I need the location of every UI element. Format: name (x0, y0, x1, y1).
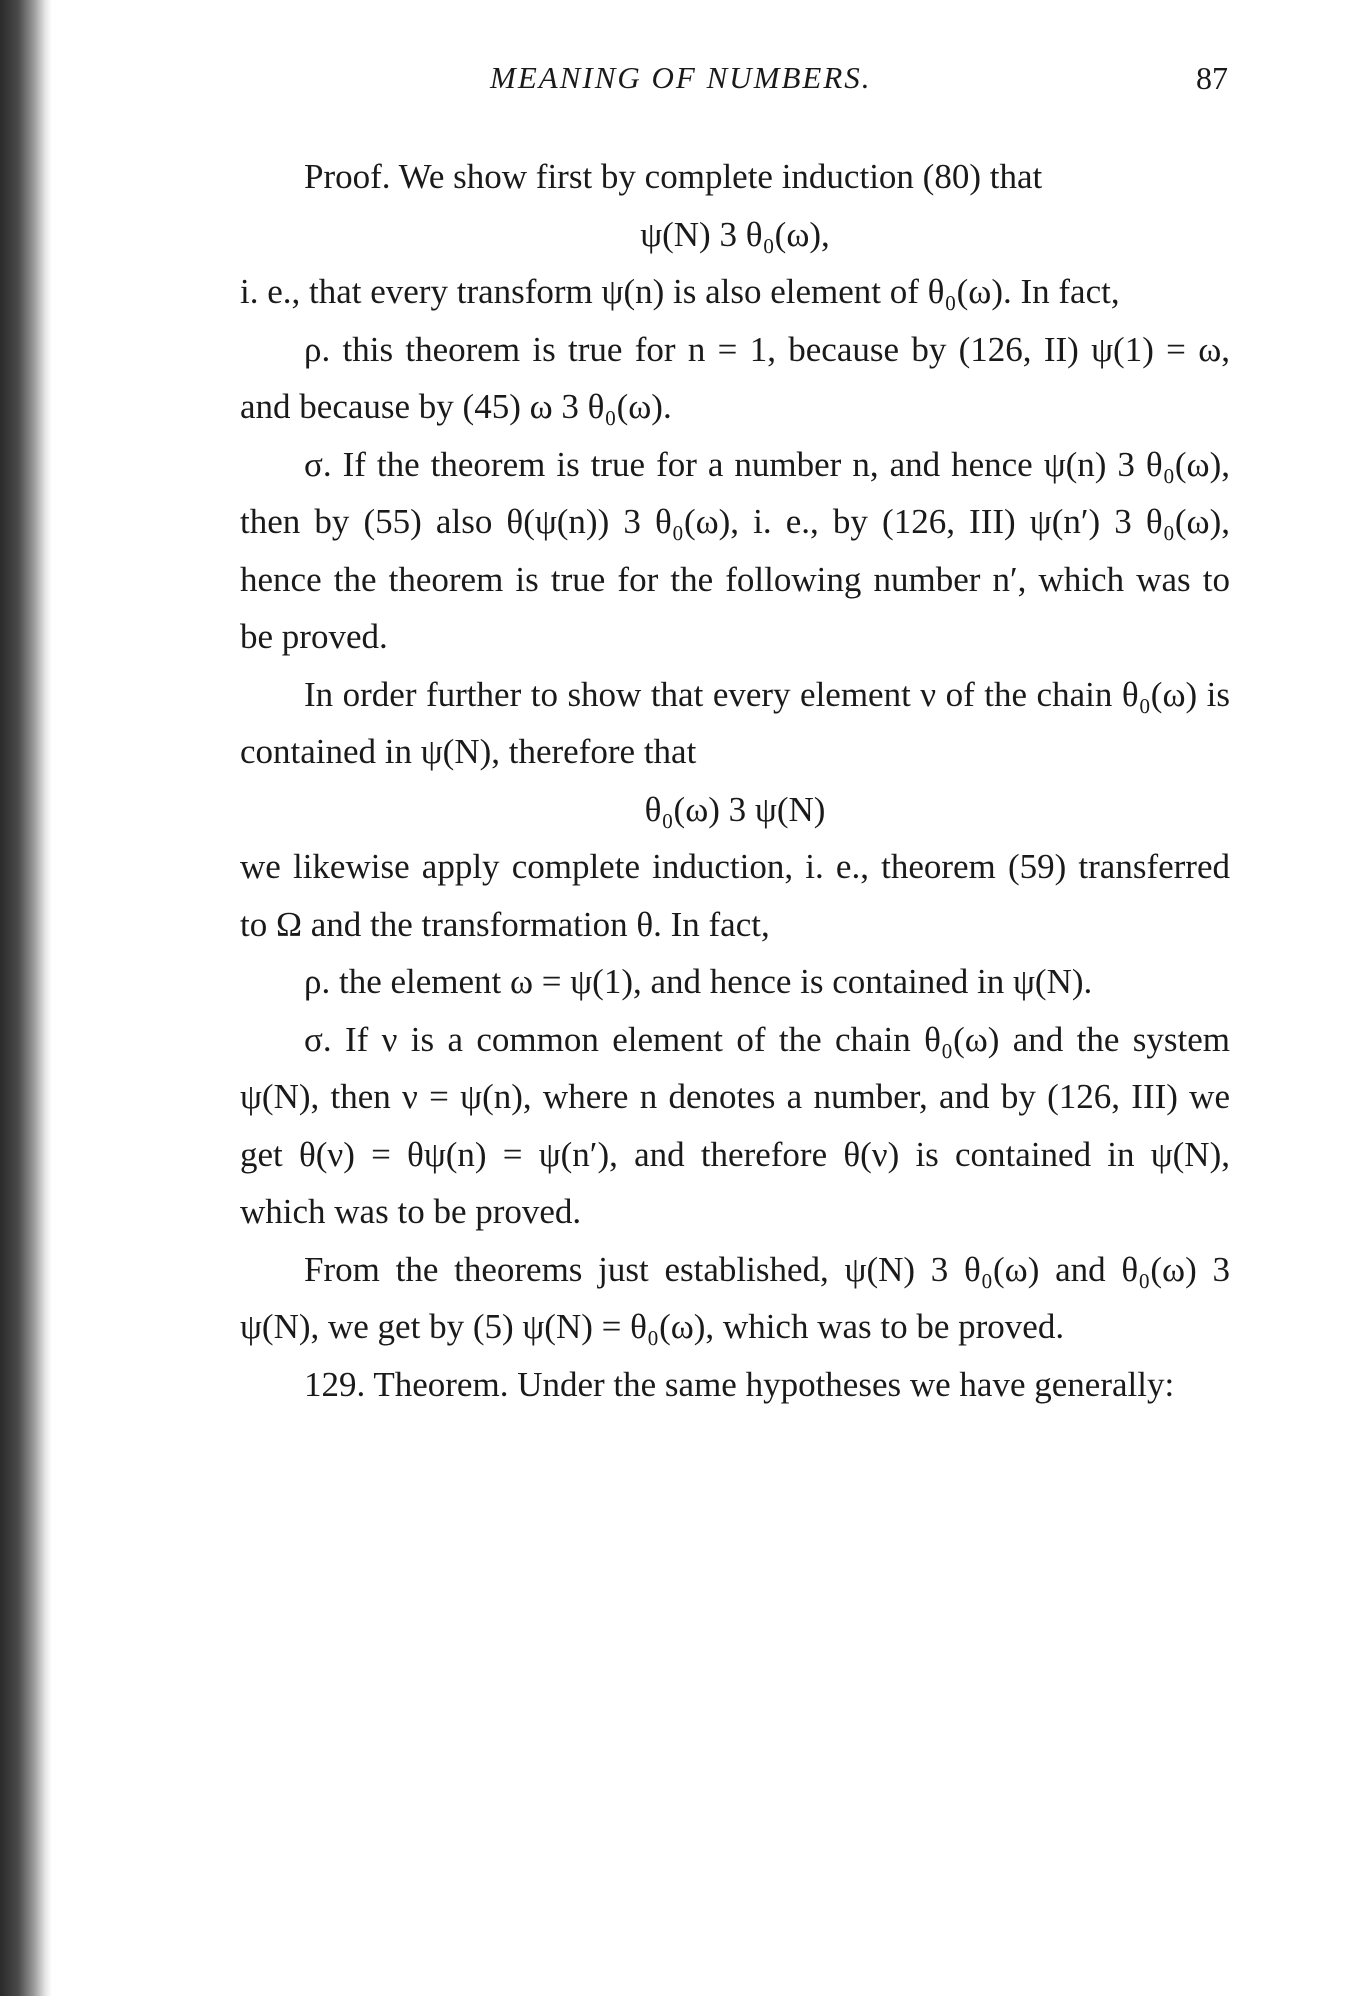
paragraph-sigma-common-element: σ. If ν is a common element of the chain θ₀(ω) and the system ψ(N), then ν = ψ(n), where n denotes a number, and by (126, III) we get θ(ν) = θψ(n) = ψ(n′), and therefore θ(ν) is contained in ψ(N), which was to be proved. (240, 1019, 1230, 1231)
paragraph-sigma-induction-step: σ. If the theorem is true for a number n, and hence ψ(n) 3 θ₀(ω), then by (55) also θ(ψ(n)) 3 θ₀(ω), i. e., by (126, III) ψ(n′) 3 θ₀(ω), hence the theorem is true for the following number n′, which was to be proved. (240, 444, 1230, 656)
paragraph-proof-intro: Proof. We show first by complete induction (80) that (304, 157, 1043, 196)
page-number: 87 (1196, 60, 1228, 96)
book-spine-shadow (0, 0, 52, 1996)
paragraph-likewise-apply: we likewise apply complete induction, i. e., theorem (59) transferred to Ω and the transformation θ. In fact, (240, 847, 1230, 944)
formula-psi-n-in-theta: ψ(N) 3 θ₀(ω), (640, 214, 830, 254)
paragraph-conclusion: From the theorems just established, ψ(N) 3 θ₀(ω) and θ₀(ω) 3 ψ(N), we get by (5) ψ(N) = θ₀(ω), which was to be proved. (240, 1249, 1230, 1346)
paragraph-rho-base-case: ρ. this theorem is true for n = 1, because by (126, II) ψ(1) = ω, and because by (45) ω 3 θ₀(ω). (240, 329, 1230, 426)
paragraph-every-transform: i. e., that every transform ψ(n) is also element of θ₀(ω). In fact, (240, 272, 1120, 311)
paragraph-theorem-129: 129. Theorem. Under the same hypotheses we have generally: (304, 1364, 1175, 1404)
paragraph-rho-element: ρ. the element ω = ψ(1), and hence is contained in ψ(N). (304, 962, 1093, 1001)
formula-theta-in-psi-n: θ₀(ω) 3 ψ(N) (644, 789, 826, 829)
body-text (240, 148, 1230, 1413)
paragraph-further-show: In order further to show that every element ν of the chain θ₀(ω) is contained in ψ(N), therefore that (240, 674, 1230, 771)
running-title: MEANING OF NUMBERS. (490, 60, 872, 95)
